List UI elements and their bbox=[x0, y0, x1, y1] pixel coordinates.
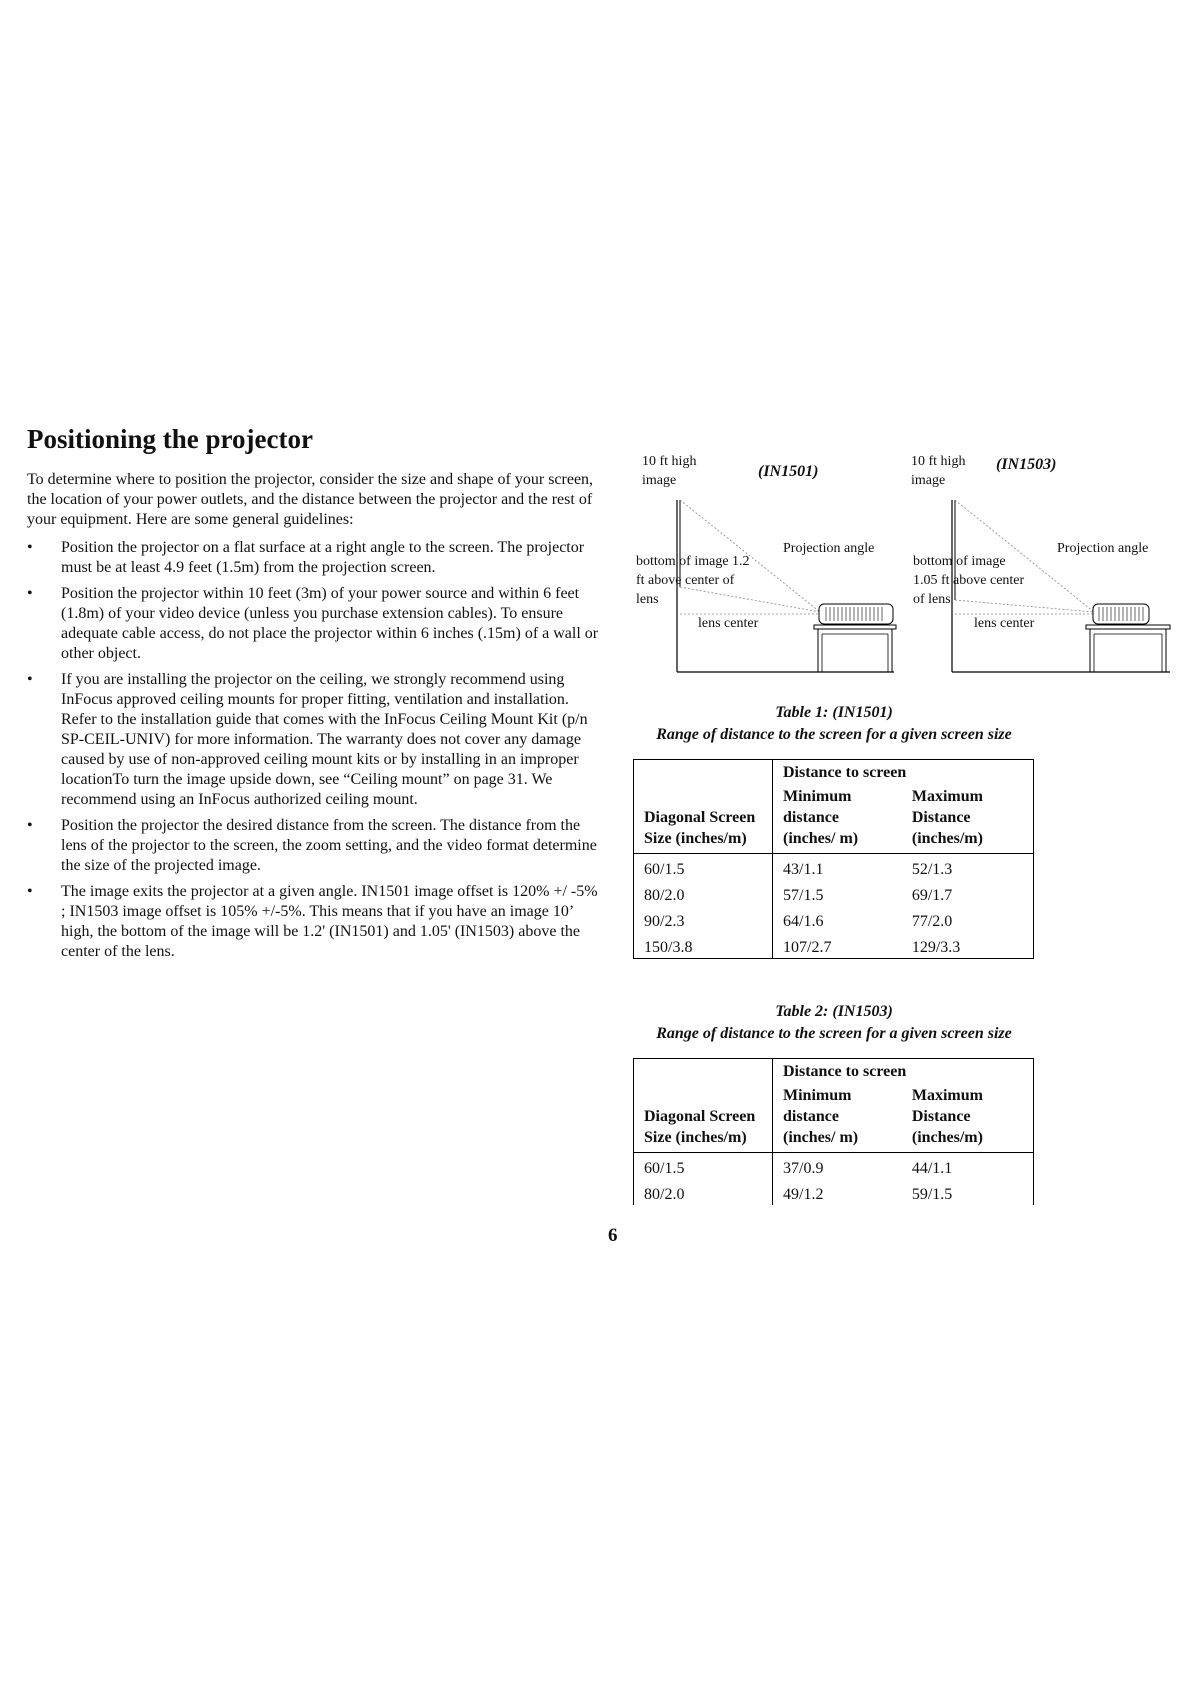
bullet: • bbox=[27, 671, 33, 688]
list-item-text: Position the projector within 10 feet (3m) of your power source and within 6 feet (1.8m) of your video device (unless you purchase extension cables). To ensure adequate cable access, do not place the projector within 6 inches (.15m) of a wall or other object. bbox=[61, 585, 599, 662]
list-item-text: The image exits the projector at a given angle. IN1501 image offset is 120% +/ -5% ; IN1503 image offset is 105% +/-5%. This means that if you have an image 10’ high, the bottom of the image will be 1.2' (IN1501) and 1.05' (IN1503) above the center of the lens. bbox=[61, 883, 598, 960]
table-header-empty bbox=[634, 760, 773, 787]
table1-caption bbox=[634, 702, 1034, 746]
table-cell: 52/1.3 bbox=[911, 861, 953, 878]
list-item-text: Position the projector the desired distance from the screen. The distance from the lens of the projector to the screen, the zoom setting, and the video format determine the size of the projected image. bbox=[61, 817, 597, 874]
offset-label: lens bbox=[636, 592, 659, 607]
table-cell: 49/1.2 bbox=[783, 1186, 824, 1203]
model-label: (IN1503) bbox=[996, 456, 1057, 473]
list-item bbox=[27, 538, 599, 578]
column-header-max-distance: Maximum Distance (inches/m) bbox=[902, 1085, 1034, 1153]
image-height-label: image bbox=[642, 473, 677, 488]
offset-label: ft above center of bbox=[636, 573, 735, 588]
table-cell: 60/1.5 bbox=[634, 1153, 773, 1180]
table-header-empty bbox=[634, 1059, 773, 1086]
column-header-max-distance: Maximum Distance (inches/m) bbox=[902, 786, 1034, 854]
table-row bbox=[634, 880, 1034, 906]
guidelines-list bbox=[27, 538, 599, 962]
image-height-label: 10 ft high bbox=[642, 454, 697, 469]
group-header: Distance to screen bbox=[783, 1063, 907, 1080]
projection-diagram-in1501 bbox=[636, 452, 906, 688]
bullet: • bbox=[27, 817, 33, 834]
table1-title: Table 1: (IN1501) bbox=[775, 704, 893, 721]
table-row bbox=[634, 932, 1034, 959]
intro-paragraph: To determine where to position the projector, consider the size and shape of your screen, the location of your power outlets, and the distance between the projector and the rest of your equipment. Here are some general guidelines: bbox=[27, 471, 594, 528]
model-label: (IN1501) bbox=[758, 463, 819, 480]
table-cell: 57/1.5 bbox=[783, 887, 824, 904]
offset-label: of lens bbox=[913, 592, 951, 607]
column-header-min-distance: Minimum distance (inches/ m) bbox=[773, 1085, 902, 1153]
table-cell: 69/1.7 bbox=[911, 887, 953, 904]
table2-caption bbox=[634, 1001, 1034, 1045]
offset-label: 1.05 ft above center bbox=[913, 573, 1025, 588]
projection-angle-label: Projection angle bbox=[1057, 541, 1149, 556]
lens-center-label: lens center bbox=[698, 616, 759, 631]
table-cell: 59/1.5 bbox=[911, 1186, 953, 1203]
bullet: • bbox=[27, 883, 33, 900]
table-cell: 90/2.3 bbox=[634, 906, 773, 932]
list-item bbox=[27, 670, 599, 810]
list-item-text: If you are installing the projector on the ceiling, we strongly recommend using InFocus approved ceiling mounts for proper fitting, ventilation and installation. Refer to the installation guide that comes with the InFocus Ceiling Mount Kit (p/n SP-CEIL-UNIV) for more information. The warranty does not cover any damage caused by use of non-approved ceiling mount kits or by installing in an improper locationTo turn the image upside down, see “Ceiling mount” on page 31. We recommend using an InFocus authorized ceiling mount. bbox=[61, 671, 588, 808]
image-height-label: image bbox=[911, 473, 946, 488]
column-header-screen-size: Diagonal Screen Size (inches/m) bbox=[634, 786, 773, 854]
offset-label: bottom of image 1.2 bbox=[636, 554, 750, 569]
offset-label: bottom of image bbox=[913, 554, 1006, 569]
list-item-text: Position the projector on a flat surface at a right angle to the screen. The projector must be at least 4.9 feet (1.5m) from the projection screen. bbox=[61, 539, 585, 576]
table-row bbox=[634, 1179, 1034, 1205]
table-cell: 80/2.0 bbox=[634, 1179, 773, 1205]
table-cell: 44/1.1 bbox=[911, 1160, 953, 1177]
table-cell: 37/0.9 bbox=[783, 1160, 824, 1177]
page-number: 6 bbox=[608, 1225, 618, 1246]
projection-diagram-in1503 bbox=[906, 452, 1176, 688]
column-header-screen-size: Diagonal Screen Size (inches/m) bbox=[634, 1085, 773, 1153]
distance-table-in1503 bbox=[633, 1058, 1034, 1205]
group-header: Distance to screen bbox=[783, 764, 907, 781]
list-item bbox=[27, 584, 599, 664]
table-cell: 80/2.0 bbox=[634, 880, 773, 906]
table-cell: 43/1.1 bbox=[783, 861, 824, 878]
table-cell: 107/2.7 bbox=[783, 939, 832, 956]
page-title: Positioning the projector bbox=[27, 424, 313, 454]
distance-table-in1501 bbox=[633, 759, 1034, 959]
table-row bbox=[634, 854, 1034, 881]
lens-center-label: lens center bbox=[974, 616, 1035, 631]
list-item bbox=[27, 882, 599, 962]
list-item bbox=[27, 816, 599, 876]
column-header-min-distance: Minimum distance (inches/ m) bbox=[773, 786, 902, 854]
table2-subtitle: Range of distance to the screen for a given screen size bbox=[656, 1025, 1012, 1042]
table-cell: 129/3.3 bbox=[911, 939, 961, 956]
guidelines-column bbox=[27, 470, 599, 968]
table-row bbox=[634, 1153, 1034, 1180]
table2-title: Table 2: (IN1503) bbox=[775, 1003, 893, 1020]
table-row bbox=[634, 906, 1034, 932]
bullet: • bbox=[27, 585, 33, 602]
table1-subtitle: Range of distance to the screen for a given screen size bbox=[656, 726, 1012, 743]
projection-angle-label: Projection angle bbox=[783, 541, 875, 556]
table-cell: 150/3.8 bbox=[634, 932, 773, 959]
table-cell: 64/1.6 bbox=[783, 913, 824, 930]
table-cell: 60/1.5 bbox=[634, 854, 773, 881]
image-height-label: 10 ft high bbox=[911, 454, 966, 469]
bullet: • bbox=[27, 539, 33, 556]
table-cell: 77/2.0 bbox=[911, 913, 953, 930]
